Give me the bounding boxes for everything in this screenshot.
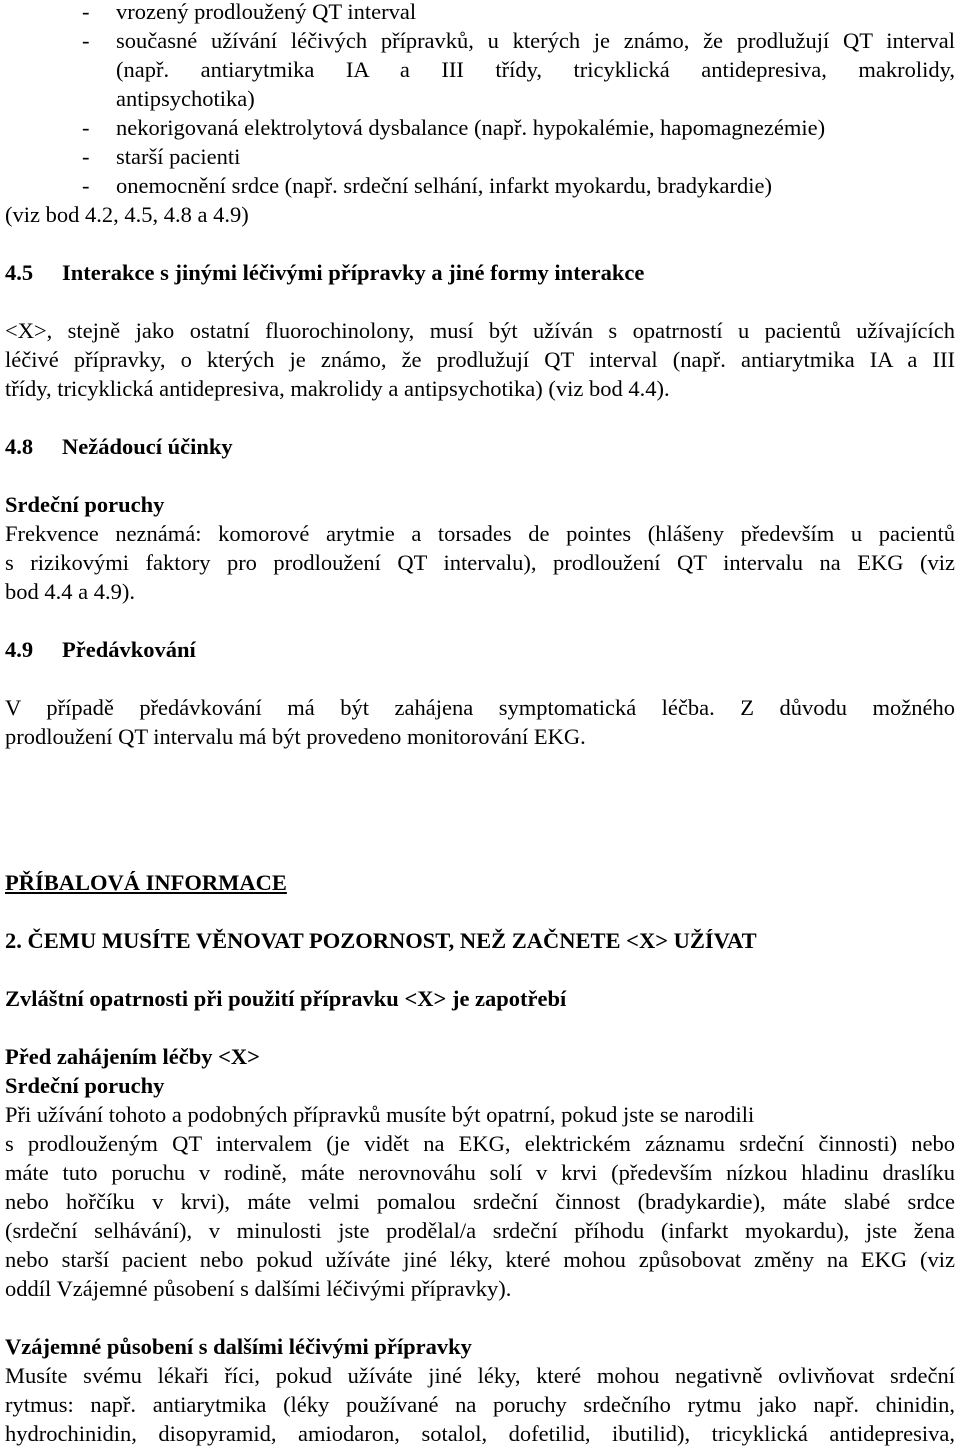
section-4-5-line: <X>, stejně jako ostatní fluorochinolony, musí být užíván s opatrností u pacientů užívajících (5, 318, 955, 343)
bullet-dash: - (82, 115, 90, 140)
section-number: 4.9 (5, 637, 34, 662)
bullet-dash: - (82, 0, 90, 24)
bullet-dash: - (82, 28, 90, 53)
bullet-elderly: starší pacienti (116, 144, 241, 169)
pil-interaction-line: Musíte svému lékaři říci, pokud užíváte jiné léky, které mohou negativně ovlivňovat srdeční (5, 1363, 955, 1388)
section-4-8-line: bod 4.4 a 4.9). (5, 579, 135, 604)
section-4-5-heading (5, 259, 644, 287)
bullet-congenital-qt: vrozený prodloužený QT interval (116, 0, 417, 24)
section-4-9-heading (5, 636, 196, 664)
pil-before-treatment-heading: Před zahájením léčby <X> (5, 1044, 260, 1069)
section-4-8-heading (5, 433, 233, 461)
bullet-heart-disease: onemocnění srdce (např. srdeční selhání, infarkt myokardu, bradykardie) (116, 173, 773, 198)
section-number: 4.5 (5, 260, 34, 285)
pil-heading: PŘÍBALOVÁ INFORMACE (5, 870, 287, 895)
pil-cardiac-heading: Srdeční poruchy (5, 1073, 165, 1098)
pil-caution-heading: Zvláštní opatrnosti při použití přípravku <X> je zapotřebí (5, 986, 567, 1011)
bullet-dash: - (82, 173, 90, 198)
section-4-5-line: třídy, tricyklická antidepresiva, makrolidy a antipsychotika) (viz bod 4.4). (5, 376, 670, 401)
pil-cardiac-line: nebo hořčíku v krvi), máte velmi pomalou srdeční činnost (bradykardie), máte slabé srdce (5, 1189, 955, 1214)
section-4-9-line: V případě předávkování má být zahájena symptomatická léčba. Z důvodu možného (5, 695, 955, 720)
pil-cardiac-line: Při užívání tohoto a podobných přípravků musíte být opatrní, pokud jste se narodili (5, 1102, 755, 1127)
section-title: Interakce s jinými léčivými přípravky a jiné formy interakce (62, 260, 645, 285)
section-4-5-line: léčivé přípravky, o kterých je známo, že prodlužují QT interval (např. antiarytmika IA a III (5, 347, 955, 372)
pil-cardiac-line: máte tuto poruchu v rodině, máte nerovnováhu solí v krvi (především nízkou hladinu draslíku (5, 1160, 955, 1185)
section-4-8-line: Frekvence neznámá: komorové arytmie a torsades de pointes (hlášeny především u pacientů (5, 521, 955, 546)
section-title: Předávkování (62, 637, 196, 662)
bullet-dash: - (82, 144, 90, 169)
bullet-concurrent-drugs: současné užívání léčivých přípravků, u kterých je známo, že prodlužují QT interval (116, 28, 955, 53)
pil-section-2-title: 2. ČEMU MUSÍTE VĚNOVAT POZORNOST, NEŽ ZAČNETE <X> UŽÍVAT (5, 928, 757, 953)
cardiac-disorders-subheading: Srdeční poruchy (5, 492, 165, 517)
pil-interaction-line: rytmus: např. antiarytmika (léky používané na poruchy srdečního rytmu jako např. chinidin, (5, 1392, 955, 1417)
reference-line: (viz bod 4.2, 4.5, 4.8 a 4.9) (5, 202, 249, 227)
pil-cardiac-line: oddíl Vzájemné působení s dalšími léčivými přípravky). (5, 1276, 512, 1301)
bullet-electrolyte: nekorigovaná elektrolytová dysbalance (např. hypokalémie, hapomagnezémie) (116, 115, 826, 140)
pil-cardiac-line: nebo starší pacient nebo pokud užíváte jiné léky, které mohou způsobovat změny na EKG (viz (5, 1247, 955, 1272)
section-number: 4.8 (5, 434, 34, 459)
pil-interaction-line: hydrochinidin, disopyramid, amiodaron, sotalol, dofetilid, ibutilid), tricyklická antidepresiva, (5, 1421, 955, 1446)
section-4-9-line: prodloužení QT intervalu má být provedeno monitorování EKG. (5, 724, 586, 749)
pil-interaction-heading: Vzájemné působení s dalšími léčivými přípravky (5, 1334, 472, 1359)
pil-cardiac-line: (srdeční selhávání), v minulosti jste prodělal/a srdeční příhodu (infarkt myokardu), jste žena (5, 1218, 955, 1243)
section-4-8-line: s rizikovými faktory pro prodloužení QT intervalu), prodloužení QT intervalu na EKG (viz (5, 550, 955, 575)
pil-cardiac-line: s prodlouženým QT intervalem (je vidět na EKG, elektrickém záznamu srdeční činnosti) nebo (5, 1131, 955, 1156)
bullet-concurrent-drugs-cont2: antipsychotika) (116, 86, 255, 111)
bullet-concurrent-drugs-cont: (např. antiarytmika IA a III třídy, tricyklická antidepresiva, makrolidy, (116, 57, 955, 82)
section-title: Nežádoucí účinky (62, 434, 233, 459)
